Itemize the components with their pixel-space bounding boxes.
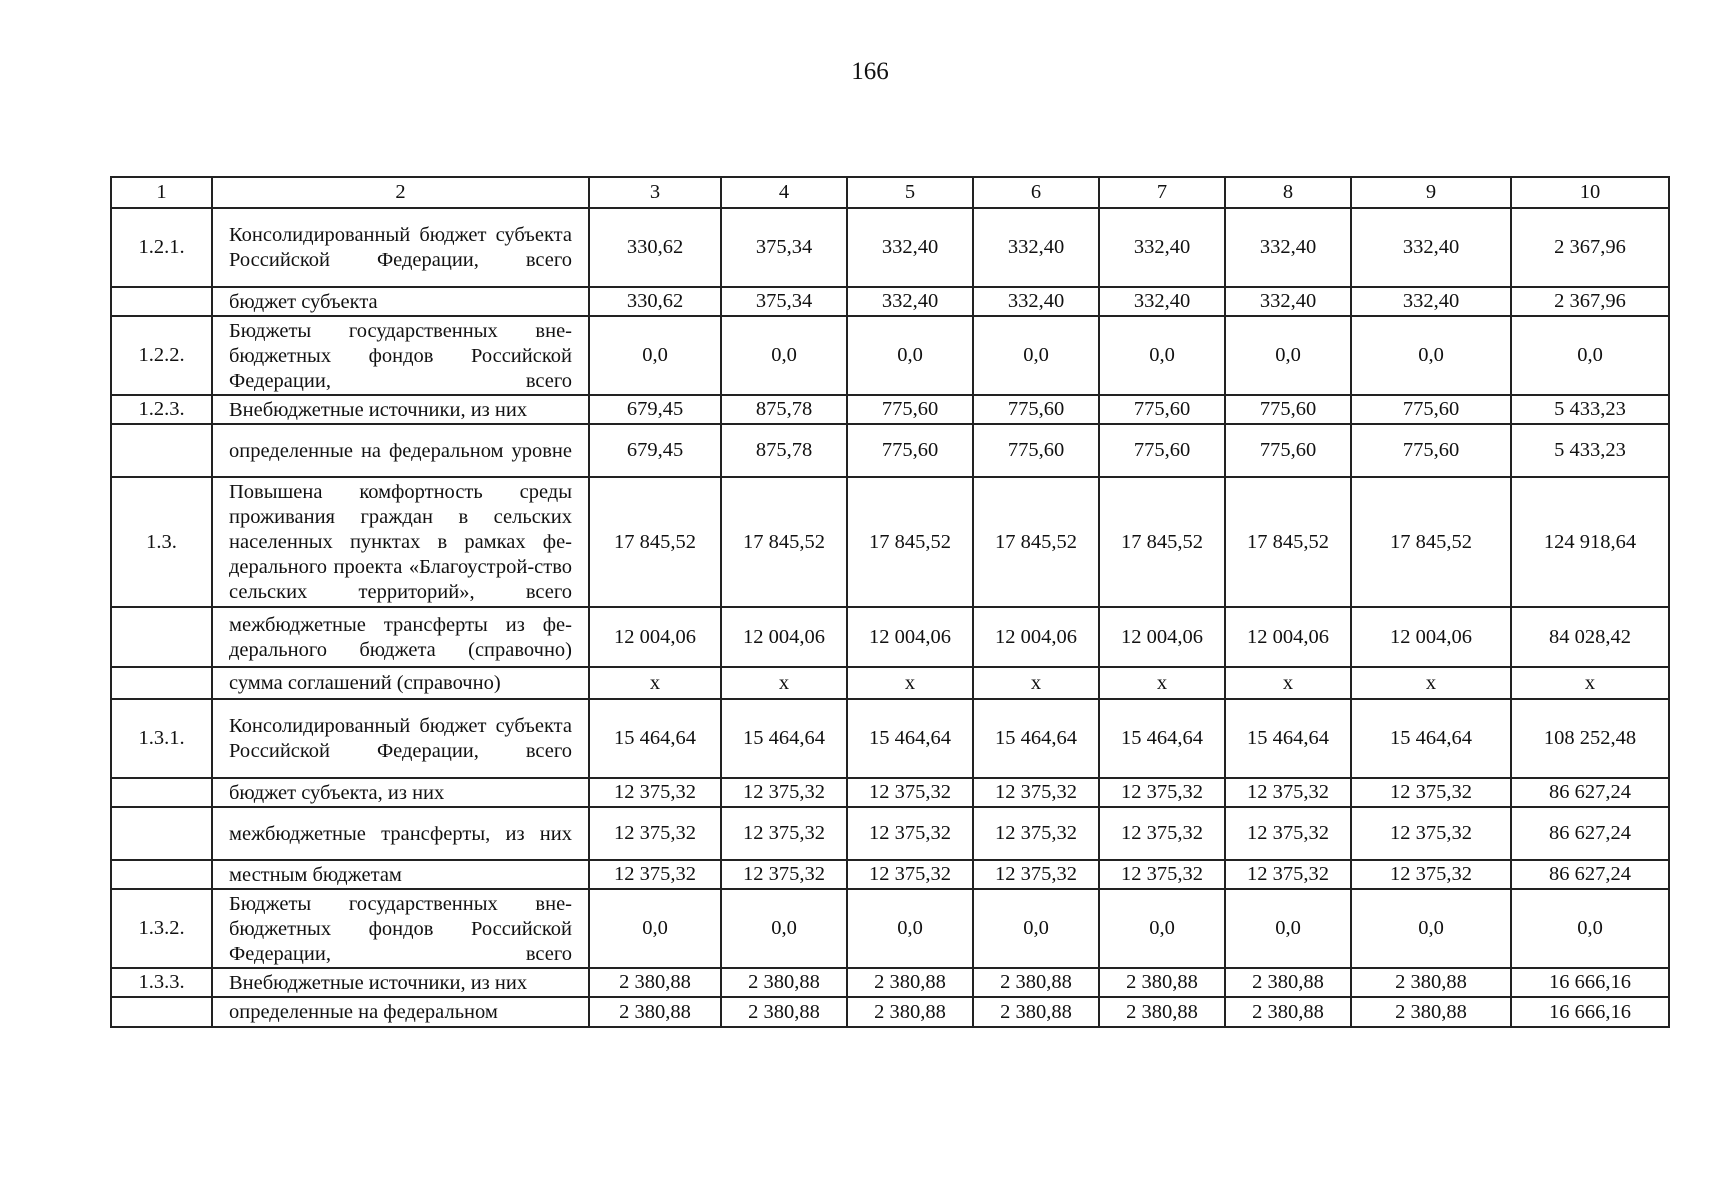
value-cell: 12 375,32 [1225,860,1351,889]
value-cell: 12 004,06 [1225,607,1351,667]
row-number: 1.3.2. [111,889,212,968]
value-cell: 2 367,96 [1511,287,1669,316]
value-cell: 0,0 [721,316,847,395]
value-cell: 332,40 [1225,287,1351,316]
row-description: определенные на федеральном уровне [212,424,589,477]
value-cell: 12 375,32 [847,860,973,889]
value-cell: 0,0 [1225,316,1351,395]
value-cell: 332,40 [973,208,1099,287]
value-cell: 0,0 [1511,316,1669,395]
row-number: 1.3. [111,477,212,607]
table-header-row [111,177,1669,208]
value-cell: х [589,667,721,699]
table-row [111,287,1669,316]
value-cell: 17 845,52 [1225,477,1351,607]
row-description: бюджет субъекта, из них [212,778,589,807]
value-cell: 0,0 [1099,889,1225,968]
value-cell: 15 464,64 [1099,699,1225,778]
row-description: Консолидированный бюджет субъекта Российской Федерации, всего [212,699,589,778]
row-number [111,667,212,699]
row-number [111,424,212,477]
value-cell: 375,34 [721,287,847,316]
header-cell: 4 [721,177,847,208]
value-cell: 679,45 [589,395,721,424]
value-cell: 12 375,32 [1351,778,1511,807]
value-cell: х [1099,667,1225,699]
value-cell: 332,40 [1099,287,1225,316]
value-cell: 12 375,32 [589,807,721,860]
value-cell: 12 375,32 [1099,778,1225,807]
header-cell: 9 [1351,177,1511,208]
value-cell: 330,62 [589,287,721,316]
value-cell: 2 380,88 [589,997,721,1027]
value-cell: 2 367,96 [1511,208,1669,287]
value-cell: 775,60 [847,395,973,424]
value-cell: 15 464,64 [589,699,721,778]
value-cell: х [847,667,973,699]
value-cell: 332,40 [1351,208,1511,287]
table-row [111,889,1669,968]
value-cell: х [1351,667,1511,699]
value-cell: 2 380,88 [847,997,973,1027]
value-cell: 0,0 [589,316,721,395]
header-cell: 3 [589,177,721,208]
value-cell: х [973,667,1099,699]
value-cell: 5 433,23 [1511,395,1669,424]
value-cell: 775,60 [1225,424,1351,477]
row-description: бюджет субъекта [212,287,589,316]
value-cell: 775,60 [1225,395,1351,424]
value-cell: 875,78 [721,395,847,424]
header-cell: 10 [1511,177,1669,208]
value-cell: 12 375,32 [589,778,721,807]
page-number: 166 [851,58,889,85]
value-cell: 775,60 [973,395,1099,424]
value-cell: 2 380,88 [1351,997,1511,1027]
value-cell: 2 380,88 [1099,968,1225,997]
value-cell: 775,60 [973,424,1099,477]
row-description: Внебюджетные источники, из них [212,968,589,997]
row-number: 1.2.3. [111,395,212,424]
value-cell: 124 918,64 [1511,477,1669,607]
value-cell: 17 845,52 [721,477,847,607]
value-cell: 332,40 [847,287,973,316]
value-cell: 2 380,88 [721,997,847,1027]
row-number [111,807,212,860]
value-cell: 0,0 [1225,889,1351,968]
value-cell: 2 380,88 [1099,997,1225,1027]
value-cell: 12 004,06 [589,607,721,667]
row-number [111,997,212,1027]
budget-table [110,176,1670,1028]
value-cell: 12 375,32 [1225,807,1351,860]
value-cell: 12 375,32 [847,778,973,807]
table-row [111,860,1669,889]
value-cell: 775,60 [1099,424,1225,477]
table-row [111,607,1669,667]
table-row [111,807,1669,860]
value-cell: 2 380,88 [1225,968,1351,997]
value-cell: 108 252,48 [1511,699,1669,778]
value-cell: 12 004,06 [721,607,847,667]
value-cell: 12 375,32 [1225,778,1351,807]
value-cell: 775,60 [1099,395,1225,424]
value-cell: 679,45 [589,424,721,477]
table-row [111,395,1669,424]
value-cell: 332,40 [1099,208,1225,287]
value-cell: 16 666,16 [1511,968,1669,997]
value-cell: 5 433,23 [1511,424,1669,477]
value-cell: 0,0 [1351,889,1511,968]
value-cell: 12 375,32 [1351,860,1511,889]
value-cell: 775,60 [1351,424,1511,477]
table-row [111,968,1669,997]
value-cell: 12 375,32 [973,778,1099,807]
row-description: Консолидированный бюджет субъекта Российской Федерации, всего [212,208,589,287]
row-number: 1.2.2. [111,316,212,395]
table-row [111,424,1669,477]
value-cell: 12 004,06 [1099,607,1225,667]
value-cell: 775,60 [1351,395,1511,424]
value-cell: 2 380,88 [1351,968,1511,997]
value-cell: 332,40 [973,287,1099,316]
value-cell: 2 380,88 [973,997,1099,1027]
row-number: 1.3.3. [111,968,212,997]
value-cell: 332,40 [847,208,973,287]
header-cell: 2 [212,177,589,208]
value-cell: 12 375,32 [973,807,1099,860]
table-row [111,477,1669,607]
value-cell: 15 464,64 [721,699,847,778]
row-description: Бюджеты государственных вне-бюджетных фондов Российской Федерации, всего [212,889,589,968]
value-cell: 12 375,32 [1099,860,1225,889]
value-cell: 2 380,88 [589,968,721,997]
header-cell: 7 [1099,177,1225,208]
value-cell: 12 375,32 [1099,807,1225,860]
value-cell: х [721,667,847,699]
row-description: Повышена комфортность среды проживания граждан в сельских населенных пунктах в рамках фе-дерального проекта «Благоустрой-ство сельских территорий», всего [212,477,589,607]
value-cell: 0,0 [1511,889,1669,968]
value-cell: 17 845,52 [589,477,721,607]
row-number: 1.3.1. [111,699,212,778]
value-cell: 12 004,06 [1351,607,1511,667]
table-row [111,208,1669,287]
value-cell: 332,40 [1225,208,1351,287]
table-row [111,667,1669,699]
value-cell: 12 004,06 [847,607,973,667]
value-cell: 775,60 [847,424,973,477]
value-cell: 84 028,42 [1511,607,1669,667]
value-cell: 12 375,32 [721,807,847,860]
row-description: межбюджетные трансферты, из них [212,807,589,860]
value-cell: 332,40 [1351,287,1511,316]
value-cell: 15 464,64 [1225,699,1351,778]
value-cell: 375,34 [721,208,847,287]
row-number: 1.2.1. [111,208,212,287]
value-cell: 16 666,16 [1511,997,1669,1027]
table-row [111,997,1669,1027]
value-cell: 12 375,32 [721,778,847,807]
value-cell: 86 627,24 [1511,807,1669,860]
value-cell: 330,62 [589,208,721,287]
value-cell: 0,0 [847,316,973,395]
row-number [111,860,212,889]
value-cell: 17 845,52 [973,477,1099,607]
row-description: местным бюджетам [212,860,589,889]
value-cell: 12 004,06 [973,607,1099,667]
header-cell: 6 [973,177,1099,208]
value-cell: 2 380,88 [847,968,973,997]
table-row [111,778,1669,807]
value-cell: 86 627,24 [1511,860,1669,889]
value-cell: 12 375,32 [847,807,973,860]
row-description: Бюджеты государственных вне-бюджетных фондов Российской Федерации, всего [212,316,589,395]
row-description: межбюджетные трансферты из фе-дерального бюджета (справочно) [212,607,589,667]
row-number [111,607,212,667]
value-cell: 2 380,88 [721,968,847,997]
value-cell: х [1511,667,1669,699]
value-cell: 15 464,64 [973,699,1099,778]
value-cell: 17 845,52 [1351,477,1511,607]
value-cell: 17 845,52 [1099,477,1225,607]
row-description: сумма соглашений (справочно) [212,667,589,699]
value-cell: 12 375,32 [973,860,1099,889]
value-cell: 0,0 [973,316,1099,395]
header-cell: 1 [111,177,212,208]
row-description: Внебюджетные источники, из них [212,395,589,424]
value-cell: 0,0 [1351,316,1511,395]
header-cell: 5 [847,177,973,208]
row-number [111,778,212,807]
value-cell: 15 464,64 [1351,699,1511,778]
table-row [111,699,1669,778]
value-cell: 0,0 [847,889,973,968]
value-cell: 15 464,64 [847,699,973,778]
value-cell: 17 845,52 [847,477,973,607]
value-cell: 12 375,32 [721,860,847,889]
table-row [111,316,1669,395]
header-cell: 8 [1225,177,1351,208]
value-cell: 12 375,32 [1351,807,1511,860]
value-cell: 2 380,88 [1225,997,1351,1027]
value-cell: 0,0 [721,889,847,968]
value-cell: 0,0 [973,889,1099,968]
row-description: определенные на федеральном [212,997,589,1027]
value-cell: 2 380,88 [973,968,1099,997]
value-cell: 0,0 [589,889,721,968]
value-cell: 0,0 [1099,316,1225,395]
row-number [111,287,212,316]
value-cell: 875,78 [721,424,847,477]
value-cell: х [1225,667,1351,699]
value-cell: 12 375,32 [589,860,721,889]
value-cell: 86 627,24 [1511,778,1669,807]
